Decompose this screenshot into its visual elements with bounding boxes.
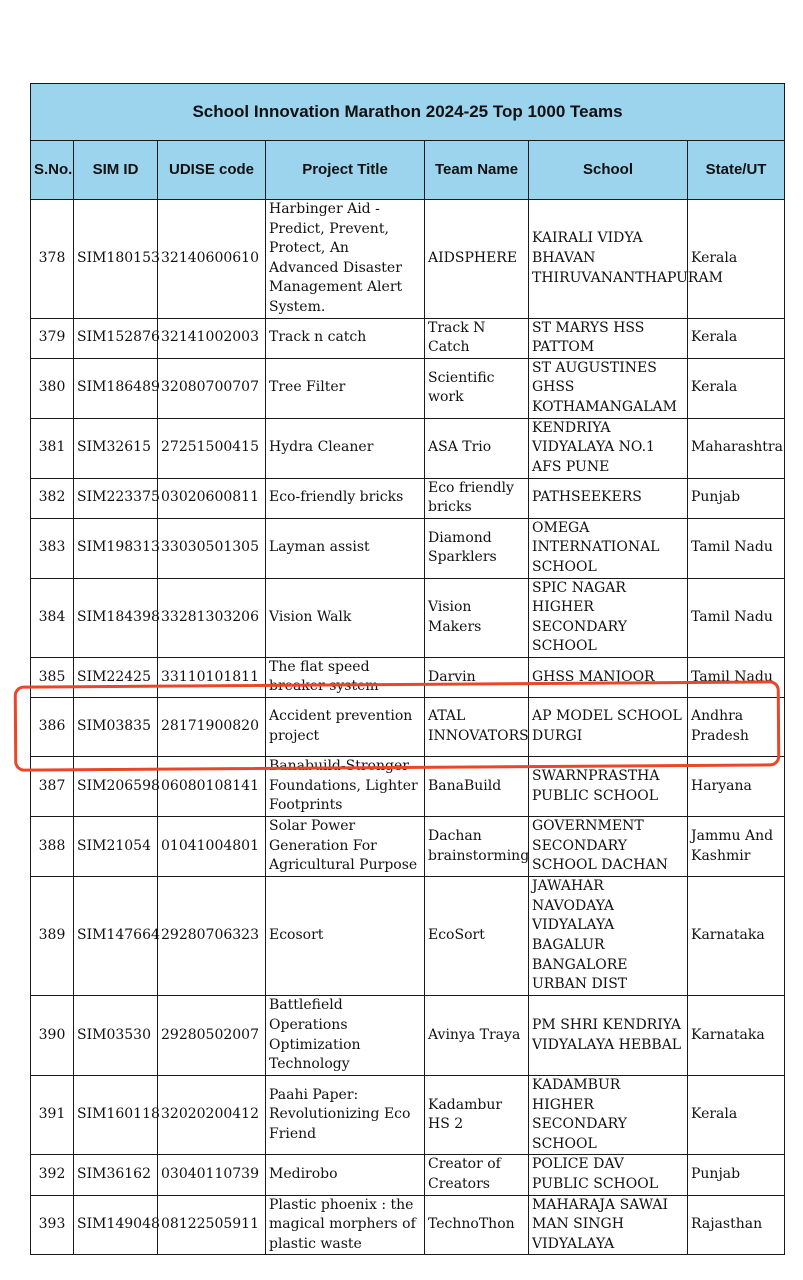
table-row (31, 996, 785, 1076)
cell-team: Diamond Sparklers (425, 518, 529, 578)
table-row (31, 358, 785, 418)
cell-udise: 01041004801 (158, 817, 266, 877)
cell-udise: 32020200412 (158, 1076, 266, 1155)
table-row (31, 418, 785, 478)
cell-project: Medirobo (266, 1155, 425, 1195)
table-row (31, 1155, 785, 1195)
header-sim-id: SIM ID (74, 141, 158, 200)
cell-state: Kerala (688, 200, 785, 319)
cell-school: ST MARYS HSS PATTOM (529, 318, 688, 358)
cell-team: Avinya Traya (425, 996, 529, 1076)
cell-udise: 33110101811 (158, 657, 266, 697)
header-school: School (529, 141, 688, 200)
teams-table (30, 83, 785, 1255)
cell-sim-id: SIM36162 (74, 1155, 158, 1195)
header-sno: S.No. (31, 141, 74, 200)
cell-sim-id: SIM160118 (74, 1076, 158, 1155)
cell-udise: 32141002003 (158, 318, 266, 358)
table-row (31, 757, 785, 817)
cell-school: SPIC NAGAR HIGHER SECONDARY SCHOOL (529, 578, 688, 657)
cell-udise: 33030501305 (158, 518, 266, 578)
cell-sno: 379 (31, 318, 74, 358)
table-row (31, 877, 785, 996)
header-udise: UDISE code (158, 141, 266, 200)
cell-sno: 383 (31, 518, 74, 578)
cell-project: Ecosort (266, 877, 425, 996)
cell-sim-id: SIM180153 (74, 200, 158, 319)
cell-sim-id: SIM186489 (74, 358, 158, 418)
cell-state: Tamil Nadu (688, 518, 785, 578)
header-state: State/UT (688, 141, 785, 200)
cell-sim-id: SIM22425 (74, 657, 158, 697)
cell-sno: 386 (31, 698, 74, 757)
title-row (31, 84, 785, 141)
table-row (31, 698, 785, 757)
cell-team: TechnoThon (425, 1195, 529, 1255)
cell-school: KENDRIYA VIDYALAYA NO.1 AFS PUNE (529, 418, 688, 478)
cell-sno: 378 (31, 200, 74, 319)
cell-school: AP MODEL SCHOOL DURGI (529, 698, 688, 757)
cell-team: AIDSPHERE (425, 200, 529, 319)
cell-project: Harbinger Aid - Predict, Prevent, Protect, An Advanced Disaster Management Alert System. (266, 200, 425, 319)
cell-project: Tree Filter (266, 358, 425, 418)
cell-school: PM SHRI KENDRIYA VIDYALAYA HEBBAL (529, 996, 688, 1076)
cell-sim-id: SIM03835 (74, 698, 158, 757)
table-row (31, 1076, 785, 1155)
cell-project: Eco-friendly bricks (266, 478, 425, 518)
cell-udise: 33281303206 (158, 578, 266, 657)
cell-project: Banabuild-Stronger Foundations, Lighter Footprints (266, 757, 425, 817)
cell-school: MAHARAJA SAWAI MAN SINGH VIDYALAYA (529, 1195, 688, 1255)
table-row (31, 1195, 785, 1255)
table-row (31, 200, 785, 319)
cell-udise: 32140600610 (158, 200, 266, 319)
cell-udise: 32080700707 (158, 358, 266, 418)
cell-team: ASA Trio (425, 418, 529, 478)
cell-project: Battlefield Operations Optimization Technology (266, 996, 425, 1076)
cell-team: EcoSort (425, 877, 529, 996)
cell-sno: 388 (31, 817, 74, 877)
cell-school: GOVERNMENT SECONDARY SCHOOL DACHAN (529, 817, 688, 877)
cell-udise: 29280706323 (158, 877, 266, 996)
cell-udise: 08122505911 (158, 1195, 266, 1255)
cell-udise: 06080108141 (158, 757, 266, 817)
cell-project: The flat speed breaker system (266, 657, 425, 697)
cell-sno: 393 (31, 1195, 74, 1255)
cell-state: Andhra Pradesh (688, 698, 785, 757)
cell-sno: 387 (31, 757, 74, 817)
cell-team: Dachan brainstorming (425, 817, 529, 877)
cell-sno: 392 (31, 1155, 74, 1195)
cell-sno: 382 (31, 478, 74, 518)
cell-sim-id: SIM147664 (74, 877, 158, 996)
cell-sno: 381 (31, 418, 74, 478)
table-title: School Innovation Marathon 2024-25 Top 1000 Teams (31, 84, 785, 141)
cell-sno: 385 (31, 657, 74, 697)
cell-team: BanaBuild (425, 757, 529, 817)
cell-school: GHSS MANJOOR (529, 657, 688, 697)
cell-sim-id: SIM149048 (74, 1195, 158, 1255)
cell-state: Maharashtra (688, 418, 785, 478)
cell-sno: 380 (31, 358, 74, 418)
cell-state: Jammu And Kashmir (688, 817, 785, 877)
cell-project: Hydra Cleaner (266, 418, 425, 478)
cell-school: OMEGA INTERNATIONAL SCHOOL (529, 518, 688, 578)
cell-state: Punjab (688, 478, 785, 518)
cell-school: KADAMBUR HIGHER SECONDARY SCHOOL (529, 1076, 688, 1155)
table-row (31, 518, 785, 578)
cell-udise: 27251500415 (158, 418, 266, 478)
cell-project: Paahi Paper: Revolutionizing Eco Friend (266, 1076, 425, 1155)
cell-school: KAIRALI VIDYA BHAVAN THIRUVANANTHAPURAM (529, 200, 688, 319)
cell-sno: 390 (31, 996, 74, 1076)
cell-sim-id: SIM03530 (74, 996, 158, 1076)
cell-team: Creator of Creators (425, 1155, 529, 1195)
header-row (31, 141, 785, 200)
cell-school: SWARNPRASTHA PUBLIC SCHOOL (529, 757, 688, 817)
cell-sim-id: SIM32615 (74, 418, 158, 478)
table-row (31, 817, 785, 877)
table-row (31, 318, 785, 358)
cell-team: Kadambur HS 2 (425, 1076, 529, 1155)
cell-sim-id: SIM198313 (74, 518, 158, 578)
cell-school: POLICE DAV PUBLIC SCHOOL (529, 1155, 688, 1195)
cell-school: PATHSEEKERS (529, 478, 688, 518)
cell-team: Eco friendly bricks (425, 478, 529, 518)
cell-project: Track n catch (266, 318, 425, 358)
cell-team: ATAL INNOVATORS (425, 698, 529, 757)
cell-project: Accident prevention project (266, 698, 425, 757)
cell-school: ST AUGUSTINES GHSS KOTHAMANGALAM (529, 358, 688, 418)
cell-sim-id: SIM206598 (74, 757, 158, 817)
cell-team: Darvin (425, 657, 529, 697)
cell-project: Plastic phoenix : the magical morphers of plastic waste (266, 1195, 425, 1255)
cell-sno: 389 (31, 877, 74, 996)
cell-state: Tamil Nadu (688, 578, 785, 657)
cell-sim-id: SIM152876 (74, 318, 158, 358)
cell-state: Kerala (688, 1076, 785, 1155)
cell-udise: 03040110739 (158, 1155, 266, 1195)
cell-team: Scientific work (425, 358, 529, 418)
cell-state: Kerala (688, 318, 785, 358)
cell-udise: 03020600811 (158, 478, 266, 518)
cell-project: Solar Power Generation For Agricultural Purpose (266, 817, 425, 877)
header-team-name: Team Name (425, 141, 529, 200)
cell-udise: 29280502007 (158, 996, 266, 1076)
cell-state: Punjab (688, 1155, 785, 1195)
cell-sno: 391 (31, 1076, 74, 1155)
cell-sim-id: SIM184398 (74, 578, 158, 657)
cell-team: Vision Makers (425, 578, 529, 657)
cell-state: Karnataka (688, 996, 785, 1076)
cell-state: Tamil Nadu (688, 657, 785, 697)
cell-state: Rajasthan (688, 1195, 785, 1255)
cell-project: Layman assist (266, 518, 425, 578)
table-row (31, 578, 785, 657)
cell-state: Karnataka (688, 877, 785, 996)
cell-project: Vision Walk (266, 578, 425, 657)
results-sheet (30, 83, 784, 1255)
table-body (31, 200, 785, 1255)
table-row (31, 657, 785, 697)
cell-team: Track N Catch (425, 318, 529, 358)
cell-school: JAWAHAR NAVODAYA VIDYALAYA BAGALUR BANGALORE URBAN DIST (529, 877, 688, 996)
header-project-title: Project Title (266, 141, 425, 200)
cell-sno: 384 (31, 578, 74, 657)
cell-state: Haryana (688, 757, 785, 817)
cell-udise: 28171900820 (158, 698, 266, 757)
cell-state: Kerala (688, 358, 785, 418)
cell-sim-id: SIM223375 (74, 478, 158, 518)
table-row (31, 478, 785, 518)
cell-sim-id: SIM21054 (74, 817, 158, 877)
